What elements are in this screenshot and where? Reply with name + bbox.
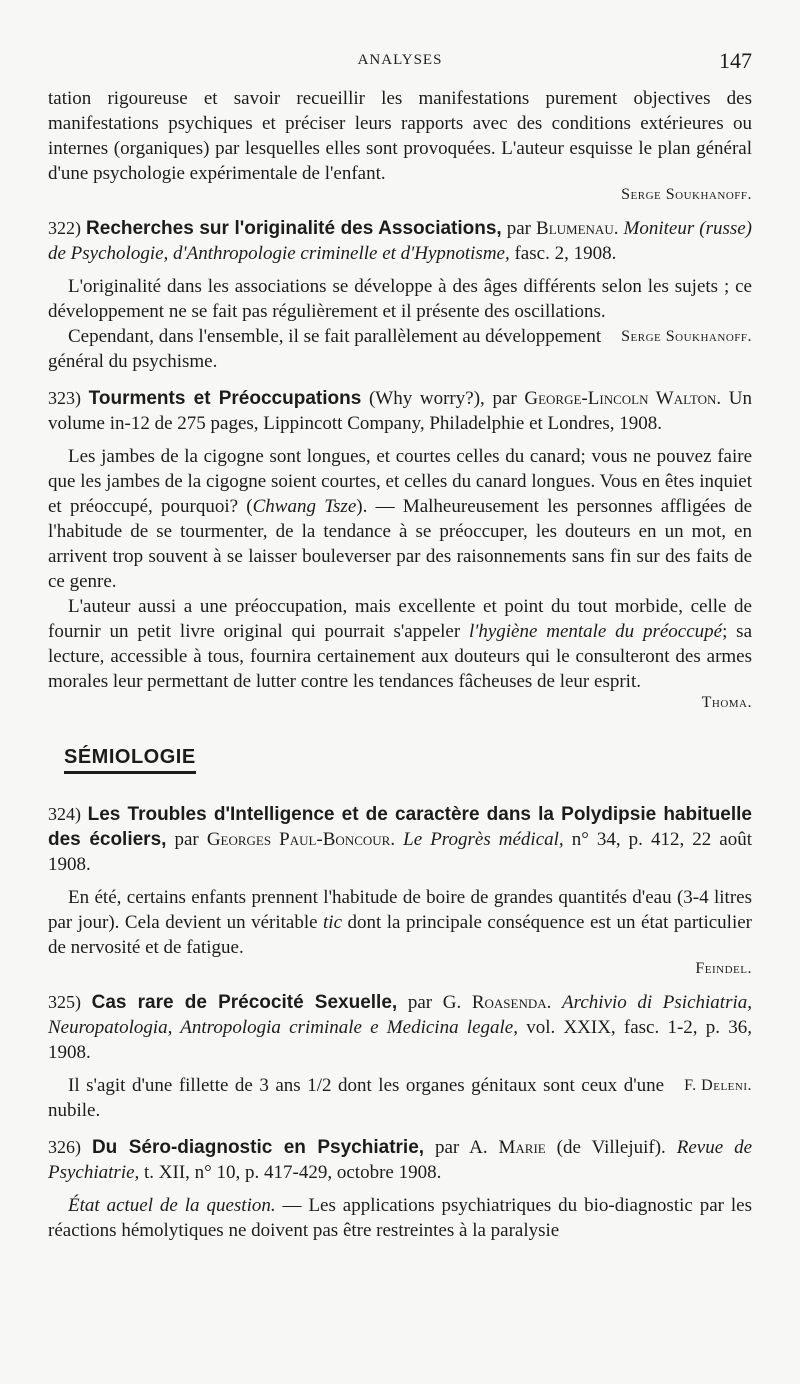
intro-paragraph	[48, 86, 752, 186]
entry-324-author: Georges Paul-Boncour	[206, 829, 391, 850]
entry-323-ref: . Un volume in-12 de 275 pages, Lippincott Company, Philadelphie et Londres, 1908.	[48, 388, 752, 434]
entry-324-p1-part-a: En été, certains enfants prennent l'habitude de boire de grandes quantités d'eau (3-4 litres par jour). Cela devient un véritable	[48, 887, 752, 933]
header-title: ANALYSES	[357, 52, 443, 68]
entry-324-p1-part-b: dont la principale conséquence est un état particulier de nervosité et de fatigue.	[48, 912, 752, 958]
entry-322-title: Recherches sur l'originalité des Associations,	[86, 218, 502, 239]
entry-325	[48, 990, 752, 1123]
entry-325-by: par	[397, 992, 443, 1013]
entry-324-paragraph-1	[48, 885, 752, 960]
entry-324-ref: n° 34, p. 412, 22 août 1908.	[48, 829, 753, 875]
entry-323-paragraph-2	[48, 594, 752, 694]
entry-326-p1-lead: État actuel de la question.	[68, 1195, 276, 1216]
entry-324-journal: Le Progrès médical,	[403, 829, 564, 850]
entry-322-journal: Moniteur (russe) de Psychologie, d'Anthropologie criminelle et d'Hypnotisme,	[48, 218, 753, 264]
entry-326-title: Du Séro-diagnostic en Psychiatrie,	[91, 1137, 425, 1158]
entry-324-by: par	[166, 829, 207, 850]
entry-324-number: 324)	[48, 804, 81, 824]
entry-324-title: Les Troubles d'Intelligence et de caractère dans la Polydipsie habituelle des écoliers,	[48, 804, 752, 850]
entry-323-p1-quote: Chwang Tsze	[252, 496, 357, 517]
entry-326-journal: Revue de Psychiatrie,	[48, 1137, 752, 1183]
entry-325-title: Cas rare de Précocité Sexuelle,	[91, 992, 398, 1013]
entry-323-p2-part-b: ; sa lecture, accessible à tous, fournira certainement aux douteurs qui le consulteront des armes morales leur permettant de lutter contre les tendances fâcheuses de leur esprit.	[48, 621, 752, 692]
page-content	[48, 86, 752, 1243]
entry-326-author: Marie	[498, 1137, 546, 1158]
entry-322-signature: Serge Soukhanoff.	[621, 328, 752, 345]
entry-322-number: 322)	[48, 218, 81, 238]
entry-324-p1-word: tic	[323, 912, 343, 933]
entry-326	[48, 1135, 752, 1243]
entry-324	[48, 802, 752, 978]
entry-323-heading	[48, 386, 752, 436]
intro-text: tation rigoureuse et savoir recueillir les manifestations purement objectives des manifestations psychiques et préciser leurs rapports avec des conditions extérieures ou internes (organiques) par lesquelles elles sont provoquées. L'auteur esquisse le plan général d'une psychologie expérimentale de l'enfant.	[48, 88, 752, 184]
entry-322-paragraph-2-text: Cependant, dans l'ensemble, il se fait parallèlement au développement général du psychisme.	[48, 326, 602, 372]
entry-324-signature: Feindel.	[695, 960, 752, 977]
entry-326-ref: t. XII, n° 10, p. 417-429, octobre 1908.	[139, 1162, 442, 1183]
entry-324-heading	[48, 802, 752, 877]
entry-323-subtitle: (Why worry?), par	[361, 388, 525, 409]
section-heading: SÉMIOLOGIE	[64, 746, 196, 774]
entry-323-p2-part-a: L'auteur aussi a une préoccupation, mais excellente et point du tout morbide, celle de fournir un petit livre original qui pourrait s'appeler	[48, 596, 752, 642]
entry-322-paragraph-1: L'originalité dans les associations se développe à des âges différents selon les sujets ; ce développement ne se fait pas régulièrement et il présente des oscillations.	[48, 276, 752, 322]
entry-323-title: Tourments et Préoccupations	[88, 388, 362, 409]
entry-322-paragraph-2	[48, 324, 752, 374]
entry-325-author: G. Roasenda	[442, 992, 547, 1013]
entry-323-p1-part-b: ). — Malheureusement les personnes affligées de l'habitude de se tourmenter, de la tendance à se préoccuper, les douteurs en un mot, en arrivent trop souvent à se laisser bouleverser par des raisonnements sans fin sur des faits de ce genre.	[48, 496, 753, 592]
entry-325-sep: .	[546, 992, 563, 1013]
entry-324-sep: .	[390, 829, 404, 850]
entry-325-signature: F. Deleni.	[684, 1077, 752, 1094]
entry-322	[48, 216, 752, 374]
entry-323-p1-part-a: Les jambes de la cigogne sont longues, et courtes celles du canard; vous ne pouvez faire que les jambes de la cigogne soient courtes, et celles du canard longues. Vous en êtes inquiet et préoccupé, pourquoi? (	[48, 446, 752, 517]
entry-322-heading	[48, 216, 752, 266]
entry-326-by: par A.	[424, 1137, 499, 1158]
intro-signature: Serge Soukhanoff.	[621, 186, 752, 203]
entry-323-author: George-Lincoln Walton	[524, 388, 717, 409]
entry-326-place: (de Villejuif).	[545, 1137, 677, 1158]
entry-326-number: 326)	[48, 1137, 81, 1157]
entry-326-p1-text: — Les applications psychiatriques du bio-diagnostic par les réactions hémolytiques ne doivent pas être restreintes à la paralysie	[48, 1195, 753, 1241]
entry-326-paragraph-1	[48, 1193, 752, 1243]
entry-325-number: 325)	[48, 992, 81, 1012]
entry-325-ref: vol. XXIX, fasc. 1-2, p. 36, 1908.	[48, 1017, 752, 1063]
entry-325-p1-text: Il s'agit d'une fillette de 3 ans 1/2 dont les organes génitaux sont ceux d'une nubile.	[48, 1075, 665, 1121]
entry-323-number: 323)	[48, 388, 81, 408]
entry-322-sep: .	[613, 218, 624, 239]
page-number: 147	[719, 48, 752, 73]
entry-326-heading	[48, 1135, 752, 1185]
entry-322-ref: fasc. 2, 1908.	[509, 243, 617, 264]
entry-325-journal: Archivio di Psichiatria, Neuropatologia, Antropologia criminale e Medicina legale,	[48, 992, 752, 1038]
running-header	[48, 50, 752, 74]
entry-323-paragraph-1	[48, 444, 752, 594]
entry-325-paragraph-1	[48, 1073, 752, 1123]
entry-323	[48, 386, 752, 712]
entry-323-p2-quote: l'hygiène mentale du préoccupé	[469, 621, 723, 642]
entry-325-heading	[48, 990, 752, 1065]
entry-323-signature: Thoma.	[701, 694, 752, 711]
entry-322-by: par	[501, 218, 537, 239]
entry-322-author: Blumenau	[536, 218, 614, 239]
